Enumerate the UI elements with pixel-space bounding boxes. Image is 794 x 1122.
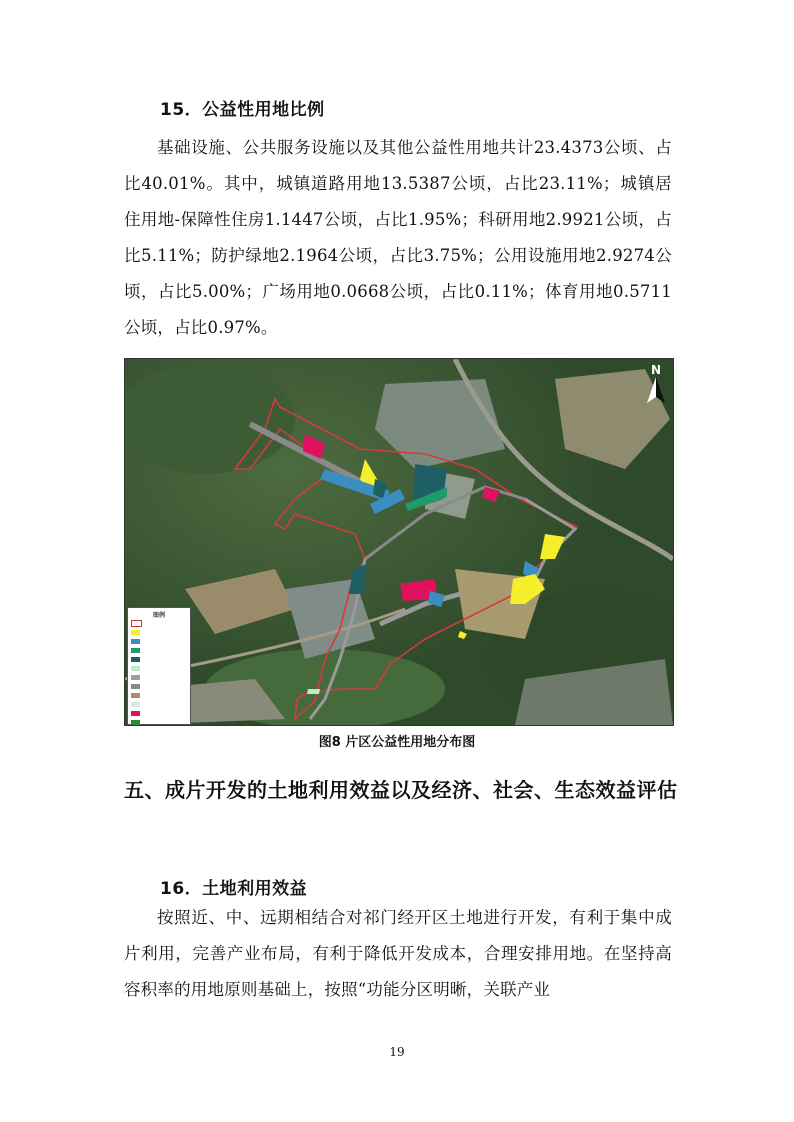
- north-arrow-icon: [645, 377, 667, 405]
- land-use-map-figure: [124, 358, 674, 726]
- legend-item: [128, 628, 190, 637]
- section-15-paragraph: 基础设施、公共服务设施以及其他公益性用地共计23.4373公顷、占比40.01%。其中，城镇道路用地13.5387公顷，占比23.11%；城镇居住用地-保障性住房1.1447公顷，占比1.95%；科研用地2.9921公顷，占比5.11%；防护绿地2.1964公顷，占比3.75%；公用设施用地2.9274公顷，占比5.00%；广场用地0.0668公顷，占比0.11%；体育用地0.5711公顷，占比0.97%。: [124, 138, 672, 337]
- figure-caption: 图8 片区公益性用地分布图: [318, 735, 476, 750]
- legend-swatch: [131, 630, 140, 635]
- page-number: 19: [389, 1045, 405, 1059]
- legend-swatch: [131, 648, 140, 653]
- legend-swatch: [131, 620, 142, 627]
- legend-item: [128, 700, 190, 709]
- legend-item: [128, 655, 190, 664]
- map-legend: [127, 607, 191, 725]
- legend-swatch: [131, 675, 140, 680]
- legend-item: [128, 637, 190, 646]
- legend-items: [128, 619, 190, 726]
- legend-item: [128, 682, 190, 691]
- legend-title: 图例: [152, 612, 165, 619]
- legend-swatch: [131, 711, 140, 716]
- section-16-heading: 16．土地利用效益: [160, 879, 308, 899]
- legend-item: [128, 673, 190, 682]
- legend-swatch: [131, 684, 140, 689]
- legend-swatch: [131, 639, 140, 644]
- legend-swatch: [131, 693, 140, 698]
- chapter-5-heading: 五、成片开发的土地利用效益以及经济、社会、生态效益评估: [124, 778, 678, 802]
- legend-item: [128, 709, 190, 718]
- legend-item: [128, 718, 190, 726]
- north-label: N: [650, 363, 662, 377]
- section-15-heading: 15．公益性用地比例: [160, 100, 325, 120]
- legend-item: [128, 664, 190, 673]
- legend-item: [128, 646, 190, 655]
- legend-item: [128, 691, 190, 700]
- legend-item: [128, 619, 190, 628]
- section-16-paragraph: 按照近、中、远期相结合对祁门经开区土地进行开发，有利于集中成片利用，完善产业布局，有利于降低开发成本，合理安排用地。在坚持高容积率的用地原则基础上，按照“功能分区明晰，关联产业: [124, 908, 672, 999]
- legend-swatch: [131, 720, 140, 725]
- north-arrow: [645, 363, 667, 407]
- legend-swatch: [131, 702, 140, 707]
- legend-swatch: [131, 666, 140, 671]
- satellite-map: [125, 359, 673, 725]
- legend-swatch: [131, 657, 140, 662]
